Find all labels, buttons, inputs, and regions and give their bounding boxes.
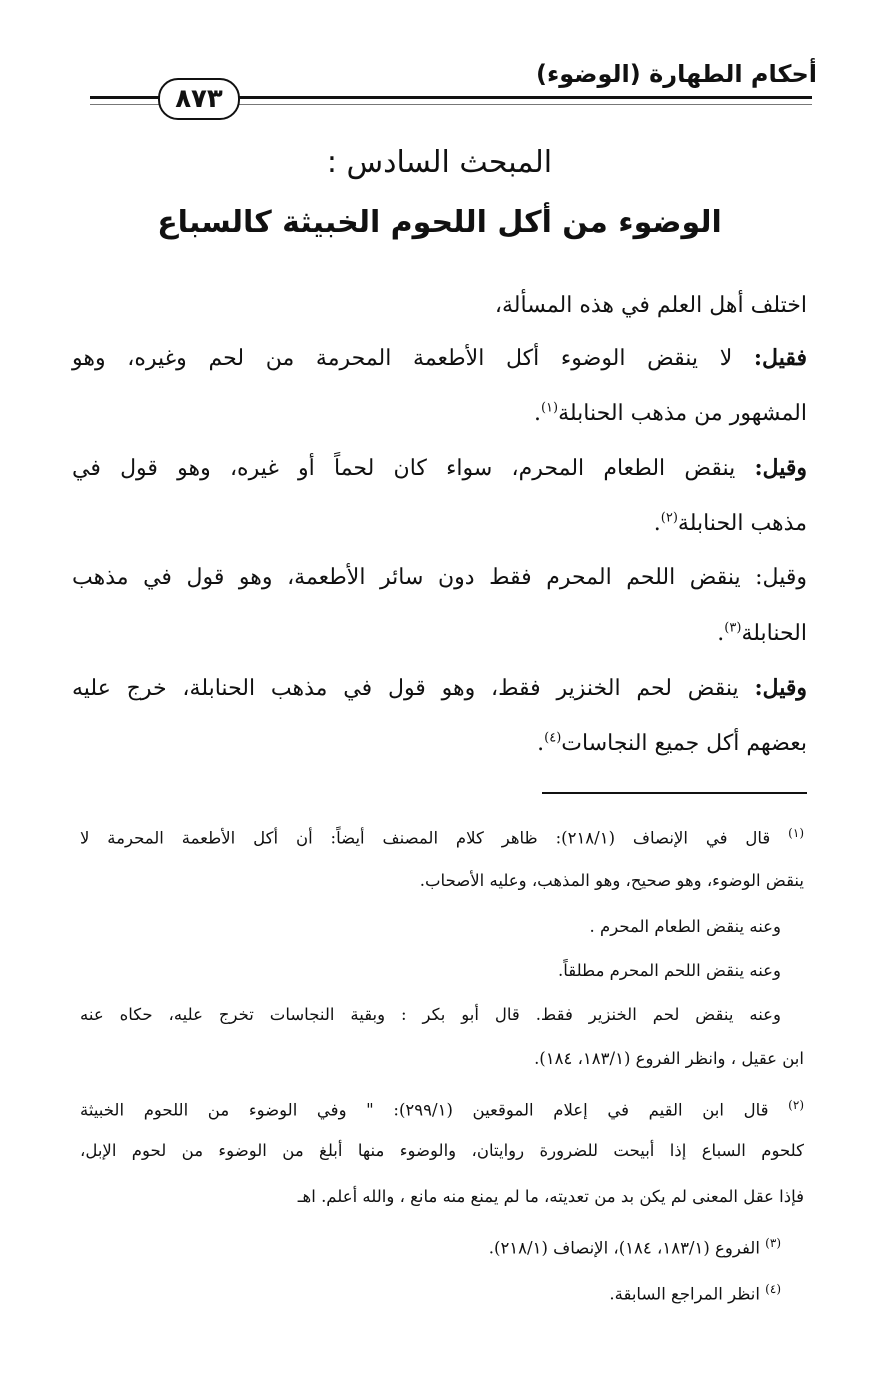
footnote-ref: (٢) — [660, 510, 678, 526]
paragraph-line: وقيل: ينقض لحم الخنزير فقط، وهو قول في مذهب الحنابلة، خرج عليه — [72, 675, 807, 701]
opinion-lead: فقيل: — [753, 345, 807, 371]
paragraph-line: فقيل: لا ينقض الوضوء أكل الأطعمة المحرمة من لحم وغيره، وهو — [72, 345, 807, 371]
footnote-number: (٣) — [765, 1236, 781, 1250]
paragraph-line: وقيل: ينقض اللحم المحرم فقط دون سائر الأطعمة، وهو قول في مذهب — [72, 565, 807, 590]
section-label: المبحث السادس : — [326, 145, 553, 180]
paragraph-line: بعضهم أكل جميع النجاسات$^{(٤)}$. — [537, 730, 807, 756]
footnote-number: (١) — [788, 826, 804, 840]
footnote-line: ينقض الوضوء، وهو صحيح، وهو المذهب، وعليه الأصحاب. — [419, 871, 804, 890]
footnote-line: كلحوم السباع إذا أبيحت للضرورة روايتان، والوضوء منها أبلغ من الوضوء من لحوم الإبل، — [80, 1141, 804, 1160]
footnote-line: وعنه ينقض لحم الخنزير فقط. قال أبو بكر : وبقية النجاسات تخرج عليه، حكاه عنه — [80, 1005, 781, 1024]
footnote-line: $^{(٤)}$ انظر المراجع السابقة. — [609, 1282, 781, 1304]
footnote-line: وعنه ينقض اللحم المحرم مطلقاً. — [557, 961, 781, 980]
footnote-ref: (٣) — [724, 620, 742, 636]
running-title: أحكام الطهارة (الوضوء) — [536, 60, 817, 88]
opinion-lead: وقيل: — [754, 675, 807, 701]
footnote-line: وعنه ينقض الطعام المحرم . — [589, 917, 781, 936]
footnote-number: (٤) — [765, 1282, 781, 1296]
paragraph-line: المشهور من مذهب الحنابلة$^{(١)}$. — [533, 400, 807, 426]
paragraph-line: مذهب الحنابلة$^{(٢)}$. — [653, 510, 807, 536]
footnote-line: ابن عقيل ، وانظر الفروع (١٨٣/١، ١٨٤). — [534, 1049, 804, 1068]
opinion-lead: وقيل: — [754, 455, 807, 481]
footnote-line: $^{(٣)}$ الفروع (١٨٣/١، ١٨٤)، الإنصاف (٢١٨/١). — [488, 1236, 781, 1258]
footnote-number: (٢) — [788, 1098, 804, 1112]
footnote-line: فإذا عقل المعنى لم يكن بد من تعديته، ما لم يمنع منه مانع ، والله أعلم. اهـ — [297, 1187, 804, 1206]
footnote-line: $^{(١)}$ قال في الإنصاف (٢١٨/١): ظاهر كلام المصنف أيضاً: أن أكل الأطعمة المحرمة لا — [80, 826, 804, 848]
paragraph-intro: اختلف أهل العلم في هذه المسألة، — [494, 293, 807, 318]
footnote-separator — [542, 792, 807, 794]
paragraph-line: الحنابلة$^{(٣)}$. — [717, 620, 807, 646]
page-number: ٨٧٣ — [158, 78, 240, 120]
footnote-ref: (١) — [540, 400, 559, 416]
footnote-line: $^{(٢)}$ قال ابن القيم في إعلام الموقعين (٢٩٩/١): " وفي الوضوء من اللحوم الخبيثة — [80, 1098, 804, 1120]
footnote-ref: (٤) — [544, 730, 562, 746]
paragraph-line: وقيل: ينقض الطعام المحرم، سواء كان لحماً أو غيره، وهو قول في — [72, 455, 807, 481]
section-title: الوضوء من أكل اللحوم الخبيثة كالسباع — [157, 205, 722, 240]
